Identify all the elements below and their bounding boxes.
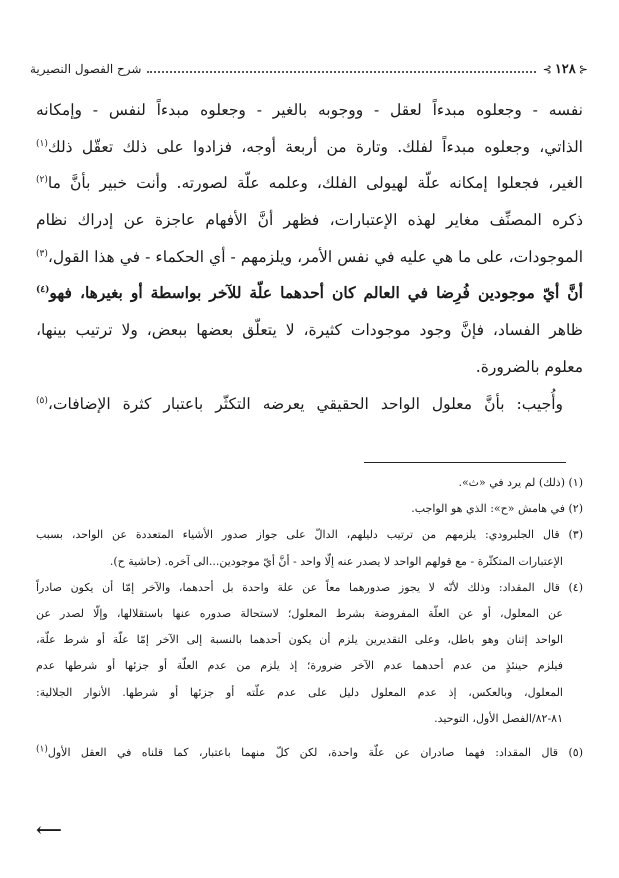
page-number: ١٢٨: [554, 61, 576, 77]
text-segment: الموجودات، على ما هي عليه في نفس الأمر، ويلزمهم - أي الحكماء - في هذا القول،: [47, 247, 583, 266]
text-line: [36, 275, 583, 312]
footnote-line: المعلول، وبالعكس، إذ عدم المعلول دليل على عدم علّته أو جزئها أو شرطها. الأنوار الجلالية:: [36, 685, 563, 699]
text-line: [36, 129, 583, 166]
footnote-line: الواحد إثنان وهو باطل، وعلى التقديرين يلزم أن يكون أحدهما بالنسبة إلى الآخر إمّا علّة أو شرط علّة،: [36, 633, 563, 647]
footnote-line: ٨١-٨٢/الفصل الأول، التوحيد.: [434, 711, 563, 725]
text-segment: الغير، فجعلوا إمكانه علّة لهيولى الفلك، وعلمه علّة لصورته. وأنت خبير بأنَّ ما: [47, 174, 583, 193]
footnote-line: (١) (ذلك) لم يرد في «ث».: [458, 476, 583, 489]
text-segment: وأُجيب: بأنَّ معلول الواحد الحقيقي يعرضه التكثّر باعتبار كثرة الإضافات،: [47, 394, 563, 413]
footnote-ref: (١): [36, 744, 48, 755]
text-line: معلوم بالضرورة.: [475, 357, 583, 376]
book-title: شرح الفصول النصيرية: [30, 62, 142, 76]
footnote-line: (٤) قال المقداد: وذلك لأنّه لا يجوز صدورهما معاً عن علة واحدة بل أحدهما، والآخر إمّا أن يكون صادراً: [36, 580, 583, 594]
footnote-line: [36, 740, 583, 766]
text-line: [36, 239, 583, 276]
ornament-right: ⊰: [578, 62, 588, 76]
footnotes: [36, 470, 583, 766]
footnote-line: عن المعلول، أو عن العلّة المفروضة بشرط المعلول؛ لاستحالة صدوره عنها باستقلالها، وإلّا لصدر عن: [36, 606, 563, 620]
text-line: [36, 386, 583, 423]
text-segment: أنَّ أيّ موجودين فُرِضا في العالم كان أحدهما علّة للآخر بواسطة أو بغيرها، فهو: [49, 283, 583, 303]
footnote-line: الإعتبارات المتكثّرة - مع قولهم الواحد لا يصدر عنه إلّا واحد - أنَّ أيّ موجودين...الى آخره. (حاشية ح).: [109, 554, 563, 568]
continuation-arrow-icon: ⟵: [36, 820, 62, 841]
footnote-separator: [364, 462, 566, 463]
footnote-ref: (٣): [36, 248, 48, 259]
text-segment: الذاتي، وجعلوه مبدءاً لفلك. وتارة من أربعة أوجه، فزادوا على ذلك تعقّل ذلك: [47, 137, 583, 156]
footnote-ref: (٥): [36, 395, 48, 406]
main-text: [36, 92, 583, 422]
header-dotted-leader: [147, 71, 535, 73]
footnote-ref: (٢): [36, 175, 48, 186]
footnote-line: فيلزم حينئذٍ من عدم أحدهما عدم الآخر ضرورة؛ إذ يلزم من عدم العلّة أو جزئها أو شرطها عدم: [36, 659, 563, 673]
text-segment: (٥) قال المقداد: فهما صادران عن علّة واحدة، لكن كلّ منهما باعتبار، كما قلناه في العقل الأول: [47, 745, 583, 759]
footnote-line: (٣) قال الجلبرودي: يلزمهم من ترتيب دليلهم، الدالّ على جواز صدور الأشياء المتعددة عن الواحد، بسبب: [36, 528, 583, 542]
footnote-line: (٢) في هامش «ح»: الذي هو الواجب.: [411, 502, 583, 516]
page-header: [30, 58, 589, 80]
text-line: ذكره المصنِّف مغاير لهذه الإعتبارات، فظهر أنَّ الأفهام عاجزة عن إدراك نظام: [36, 211, 583, 230]
text-line: نفسه - وجعلوه مبدءاً لعقل - ووجوبه بالغير - وجعلوه مبدءاً لنفس - وإمكانه: [36, 101, 583, 119]
footnote-ref: (٤): [36, 285, 50, 296]
ornament-left: ⊱: [542, 62, 552, 76]
text-line: [36, 165, 583, 202]
footnote-ref: (١): [36, 138, 48, 149]
text-line: ظاهر الفساد، فإنَّ وجود موجودات كثيرة، لا يتعلّق بعضها ببعض، ولا ترتيب بينها،: [36, 321, 583, 340]
